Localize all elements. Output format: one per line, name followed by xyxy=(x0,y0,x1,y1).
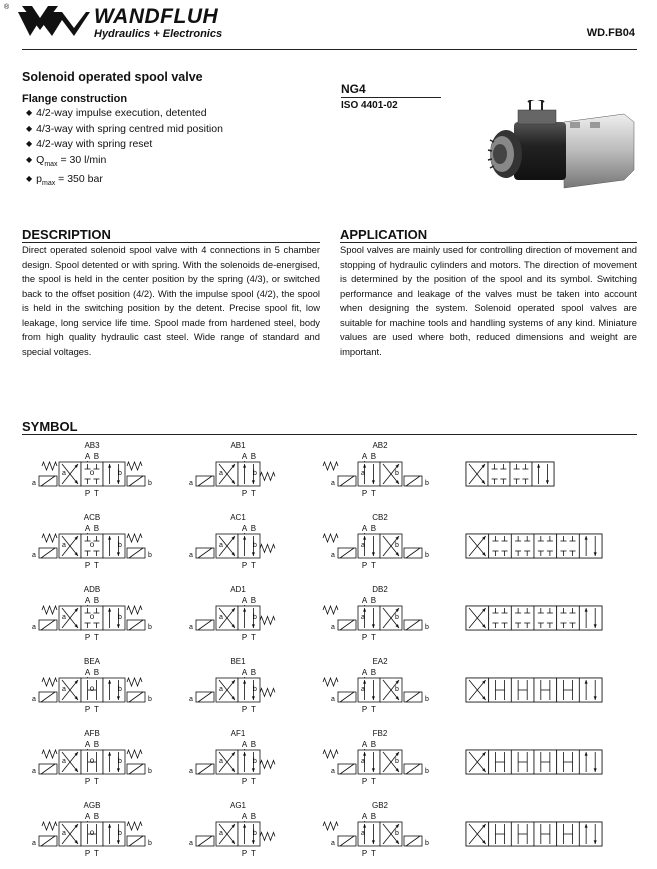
solenoid-label: a xyxy=(32,768,36,775)
solenoid-label: a xyxy=(189,768,193,775)
symbol-code-label: AF1 xyxy=(230,729,246,738)
position-label-b: b xyxy=(395,542,399,550)
symbol-code-label: AC1 xyxy=(230,513,246,522)
port-label-b: B xyxy=(370,524,377,533)
solenoid-label: b xyxy=(148,696,152,703)
port-label-a: A xyxy=(241,452,248,461)
port-label-a: A xyxy=(241,812,248,821)
port-label-a: A xyxy=(361,668,368,677)
port-label-p: P xyxy=(84,489,91,498)
spring-icon xyxy=(260,544,275,552)
spool-position-box xyxy=(579,534,602,558)
port-label-t: T xyxy=(370,705,376,714)
position-label-b: b xyxy=(118,542,122,550)
symbol-code-label: FB2 xyxy=(372,729,388,738)
port-label-a: A xyxy=(241,668,248,677)
port-label-b: B xyxy=(250,740,257,749)
spring-icon xyxy=(42,462,57,470)
symbol-code-label: CB2 xyxy=(372,513,388,522)
port-label-t: T xyxy=(370,849,376,858)
brand-name: WANDFLUH xyxy=(94,5,219,28)
solenoid-label: a xyxy=(32,480,36,487)
spring-icon xyxy=(260,832,275,840)
valve-symbol-ab2 xyxy=(323,441,429,498)
position-label-b: b xyxy=(253,758,257,766)
port-label-t: T xyxy=(93,561,99,570)
port-label-a: A xyxy=(241,524,248,533)
position-label-b: b xyxy=(395,830,399,838)
position-label-b: b xyxy=(253,470,257,478)
feature-item: ◆ 4/3-way with spring centred mid position xyxy=(26,122,223,138)
position-label-o: o xyxy=(89,684,95,694)
symbol-heading: SYMBOL xyxy=(22,419,78,434)
position-label-a: a xyxy=(219,470,223,478)
position-label-a: a xyxy=(62,830,66,838)
solenoid-label: a xyxy=(32,552,36,559)
spring-icon xyxy=(42,750,57,758)
position-label-o: o xyxy=(89,828,95,838)
symbol-code-label: AD1 xyxy=(230,585,246,594)
symbol-code-label: GB2 xyxy=(371,801,389,810)
port-label-b: B xyxy=(250,812,257,821)
spring-icon xyxy=(127,462,142,470)
feature-flow: ◆ $Q_{max} = 30$ l/min xyxy=(26,153,223,173)
port-label-a: A xyxy=(84,524,91,533)
position-label-b: b xyxy=(118,758,122,766)
solenoid-label: a xyxy=(32,696,36,703)
valve-symbol-ea2 xyxy=(323,657,429,714)
spool-position-box xyxy=(488,462,510,486)
port-label-b: B xyxy=(93,596,100,605)
port-label-t: T xyxy=(370,561,376,570)
position-label-a: a xyxy=(361,614,365,622)
port-label-a: A xyxy=(84,668,91,677)
port-label-b: B xyxy=(370,596,377,605)
port-label-b: B xyxy=(93,452,100,461)
position-label-b: b xyxy=(395,758,399,766)
solenoid-label: b xyxy=(425,624,429,631)
position-label-b: b xyxy=(395,686,399,694)
valve-symbol-fb2 xyxy=(323,729,429,786)
position-label-b: b xyxy=(118,686,122,694)
document-reference: WD.FB04 xyxy=(586,27,635,39)
symbol-code-label: ADB xyxy=(83,585,101,594)
position-label-b: b xyxy=(253,830,257,838)
port-label-b: B xyxy=(250,668,257,677)
position-label-b: b xyxy=(118,614,122,622)
spool-position-box xyxy=(534,606,557,630)
solenoid-label: a xyxy=(331,480,335,487)
symbol-code-label: AB3 xyxy=(84,441,100,450)
solenoid-label: b xyxy=(425,696,429,703)
port-label-p: P xyxy=(361,561,368,570)
port-label-b: B xyxy=(250,596,257,605)
port-label-t: T xyxy=(370,633,376,642)
port-label-p: P xyxy=(241,633,248,642)
feature-item: ◆ 4/2-way impulse execution, detented xyxy=(26,106,223,122)
solenoid-label: b xyxy=(425,840,429,847)
iso-standard: ISO 4401-02 xyxy=(341,100,398,111)
port-label-t: T xyxy=(250,777,256,786)
valve-symbol-ab1 xyxy=(189,441,275,498)
valve-symbol-ab3 xyxy=(32,441,152,498)
port-label-a: A xyxy=(361,740,368,749)
position-label-a: a xyxy=(62,470,66,478)
spring-icon xyxy=(127,750,142,758)
valve-symbol-be1 xyxy=(189,657,275,714)
valve-symbol-adb xyxy=(32,585,152,642)
spring-icon xyxy=(323,822,338,830)
spool-position-box xyxy=(489,534,512,558)
position-label-o: o xyxy=(89,756,95,766)
position-label-b: b xyxy=(253,614,257,622)
wandfluh-logo-icon xyxy=(18,6,90,38)
port-label-p: P xyxy=(361,777,368,786)
port-label-p: P xyxy=(241,777,248,786)
port-label-t: T xyxy=(250,849,256,858)
spring-icon xyxy=(323,750,338,758)
valve-symbol-acb xyxy=(32,513,152,570)
spring-icon xyxy=(323,462,338,470)
port-label-b: B xyxy=(93,668,100,677)
port-label-a: A xyxy=(361,596,368,605)
registered-mark: ® xyxy=(4,4,10,11)
product-subtitle: Flange construction xyxy=(22,93,128,105)
symbol-code-label: EA2 xyxy=(372,657,388,666)
position-label-b: b xyxy=(118,830,122,838)
port-label-p: P xyxy=(241,561,248,570)
symbol-code-label: AG1 xyxy=(229,801,247,810)
position-label-a: a xyxy=(219,830,223,838)
overview-symbol xyxy=(466,462,554,486)
spring-icon xyxy=(323,606,338,614)
size-divider xyxy=(341,97,441,98)
solenoid-label: a xyxy=(189,624,193,631)
valve-symbol-db2 xyxy=(323,585,429,642)
valve-product-image xyxy=(484,100,640,200)
spring-icon xyxy=(42,606,57,614)
position-label-o: o xyxy=(89,468,95,478)
port-label-p: P xyxy=(84,633,91,642)
port-label-p: P xyxy=(84,777,91,786)
port-label-b: B xyxy=(93,524,100,533)
solenoid-label: a xyxy=(331,624,335,631)
position-label-a: a xyxy=(361,686,365,694)
position-label-a: a xyxy=(361,542,365,550)
spool-position-box xyxy=(534,534,557,558)
spool-position-box xyxy=(557,534,580,558)
port-label-b: B xyxy=(370,740,377,749)
port-label-b: B xyxy=(370,668,377,677)
spring-icon xyxy=(42,678,57,686)
port-label-p: P xyxy=(241,705,248,714)
port-label-t: T xyxy=(370,489,376,498)
feature-pressure: ◆ $p_{max} = 350$ bar xyxy=(26,172,223,192)
symbol-code-label: AB1 xyxy=(230,441,246,450)
spring-icon xyxy=(42,822,57,830)
spool-position-box xyxy=(557,606,580,630)
position-label-a: a xyxy=(62,542,66,550)
solenoid-label: b xyxy=(425,768,429,775)
port-label-t: T xyxy=(93,705,99,714)
position-label-b: b xyxy=(253,542,257,550)
port-label-p: P xyxy=(361,633,368,642)
application-text: Spool valves are mainly used for controlling direction of movement and stopping of hydraulic cylinders and motors. The direction of movement is determined by the position of the spool and its symbol. Switching performance and leakage of the valves must be taken into account when designing the system. Solenoid operated spool valves are suitable for machine tools and handling systems of any kind. Miniature values are used where both, reduced dimensions and weight are important. xyxy=(340,244,637,357)
position-label-a: a xyxy=(361,830,365,838)
spool-position-box xyxy=(579,678,602,702)
spool-position-box xyxy=(510,462,532,486)
port-label-t: T xyxy=(370,777,376,786)
solenoid-label: b xyxy=(148,624,152,631)
solenoid-label: a xyxy=(32,624,36,631)
symbol-code-label: AGB xyxy=(83,801,101,810)
valve-symbol-ac1 xyxy=(189,513,275,570)
nominal-size: NG4 xyxy=(341,82,366,96)
port-label-t: T xyxy=(93,777,99,786)
overview-symbol xyxy=(466,750,602,774)
valve-symbol-bea xyxy=(32,657,152,714)
symbol-code-label: DB2 xyxy=(372,585,388,594)
port-label-p: P xyxy=(241,849,248,858)
spring-icon xyxy=(260,760,275,768)
port-label-a: A xyxy=(241,596,248,605)
symbol-code-label: BEA xyxy=(83,657,101,666)
position-label-a: a xyxy=(219,614,223,622)
solenoid-label: a xyxy=(32,840,36,847)
port-label-p: P xyxy=(361,849,368,858)
port-label-a: A xyxy=(84,452,91,461)
header-divider xyxy=(22,49,637,50)
port-label-b: B xyxy=(370,452,377,461)
position-label-a: a xyxy=(361,470,365,478)
port-label-t: T xyxy=(250,489,256,498)
solenoid-label: b xyxy=(425,552,429,559)
application-heading: APPLICATION xyxy=(340,227,428,242)
position-label-a: a xyxy=(62,614,66,622)
solenoid-label: a xyxy=(189,840,193,847)
spring-icon xyxy=(42,534,57,542)
port-label-p: P xyxy=(361,489,368,498)
position-label-a: a xyxy=(219,686,223,694)
port-label-p: P xyxy=(84,705,91,714)
port-label-p: P xyxy=(84,849,91,858)
port-label-a: A xyxy=(84,812,91,821)
overview-symbol xyxy=(466,822,602,846)
position-label-a: a xyxy=(219,542,223,550)
valve-symbol-afb xyxy=(32,729,152,786)
position-label-a: a xyxy=(219,758,223,766)
overview-symbol xyxy=(466,606,602,630)
overview-symbol xyxy=(466,534,602,558)
solenoid-label: a xyxy=(331,768,335,775)
solenoid-label: a xyxy=(331,552,335,559)
port-label-t: T xyxy=(93,633,99,642)
solenoid-label: b xyxy=(148,768,152,775)
spring-icon xyxy=(127,534,142,542)
spring-icon xyxy=(323,534,338,542)
port-label-t: T xyxy=(250,633,256,642)
spool-position-box xyxy=(489,606,512,630)
port-label-t: T xyxy=(93,489,99,498)
spring-icon xyxy=(260,616,275,624)
solenoid-label: a xyxy=(189,696,193,703)
spool-position-box xyxy=(579,822,602,846)
solenoid-label: a xyxy=(189,552,193,559)
feature-list xyxy=(26,106,223,192)
symbol-divider xyxy=(22,434,637,435)
port-label-b: B xyxy=(370,812,377,821)
port-label-a: A xyxy=(241,740,248,749)
solenoid-label: a xyxy=(331,840,335,847)
spool-position-box xyxy=(511,534,534,558)
symbol-code-label: AB2 xyxy=(372,441,388,450)
port-label-t: T xyxy=(250,705,256,714)
position-label-b: b xyxy=(253,686,257,694)
port-label-p: P xyxy=(241,489,248,498)
valve-symbol-ag1 xyxy=(189,801,275,858)
port-label-b: B xyxy=(250,524,257,533)
position-label-o: o xyxy=(89,540,95,550)
symbol-code-label: BE1 xyxy=(230,657,246,666)
spring-icon xyxy=(127,678,142,686)
spool-position-box xyxy=(579,606,602,630)
spool-position-box xyxy=(579,750,602,774)
solenoid-label: b xyxy=(148,480,152,487)
symbol-code-label: ACB xyxy=(83,513,101,522)
position-label-b: b xyxy=(395,470,399,478)
description-text: Direct operated solenoid spool valve with 4 connections in 5 chamber design. Spool detented or with spring. With the solenoids de-energised, the spool is held in the center position by the spring (4/3), or switched back to the offset position (4/2). With the impulse spool (4/2), the spool is held in the switching position by the detent. Precise spool fit, low leakage, long service life time. Spool made from hardened steel, body from high quality hydraulic cast steel. Wide range of standard and special voltages. xyxy=(22,244,320,357)
spring-icon xyxy=(127,822,142,830)
description-heading: DESCRIPTION xyxy=(22,227,111,242)
port-label-b: B xyxy=(250,452,257,461)
solenoid-label: a xyxy=(189,480,193,487)
port-label-p: P xyxy=(361,705,368,714)
port-label-a: A xyxy=(361,524,368,533)
port-label-t: T xyxy=(250,561,256,570)
valve-symbol-agb xyxy=(32,801,152,858)
port-label-b: B xyxy=(93,740,100,749)
position-label-a: a xyxy=(62,758,66,766)
position-label-a: a xyxy=(361,758,365,766)
valve-symbol-cb2 xyxy=(323,513,429,570)
port-label-b: B xyxy=(93,812,100,821)
valve-symbol-gb2 xyxy=(323,801,429,858)
position-label-b: b xyxy=(395,614,399,622)
solenoid-label: b xyxy=(425,480,429,487)
spring-icon xyxy=(127,606,142,614)
port-label-p: P xyxy=(84,561,91,570)
spring-icon xyxy=(260,688,275,696)
valve-symbol-af1 xyxy=(189,729,275,786)
position-label-o: o xyxy=(89,612,95,622)
position-label-b: b xyxy=(118,470,122,478)
port-label-a: A xyxy=(84,596,91,605)
spring-icon xyxy=(260,472,275,480)
symbol-code-label: AFB xyxy=(84,729,100,738)
solenoid-label: b xyxy=(148,552,152,559)
product-title: Solenoid operated spool valve xyxy=(22,70,203,84)
port-label-a: A xyxy=(361,452,368,461)
port-label-a: A xyxy=(361,812,368,821)
solenoid-label: b xyxy=(148,840,152,847)
spring-icon xyxy=(323,678,338,686)
valve-symbol-ad1 xyxy=(189,585,275,642)
port-label-a: A xyxy=(84,740,91,749)
solenoid-label: a xyxy=(331,696,335,703)
spool-position-box xyxy=(511,606,534,630)
brand-subtitle: Hydraulics + Electronics xyxy=(94,28,223,40)
position-label-a: a xyxy=(62,686,66,694)
overview-symbol xyxy=(466,678,602,702)
valve-symbol-grid xyxy=(0,436,657,866)
spool-position-box xyxy=(532,462,554,486)
feature-item: ◆ 4/2-way with spring reset xyxy=(26,137,223,153)
port-label-t: T xyxy=(93,849,99,858)
